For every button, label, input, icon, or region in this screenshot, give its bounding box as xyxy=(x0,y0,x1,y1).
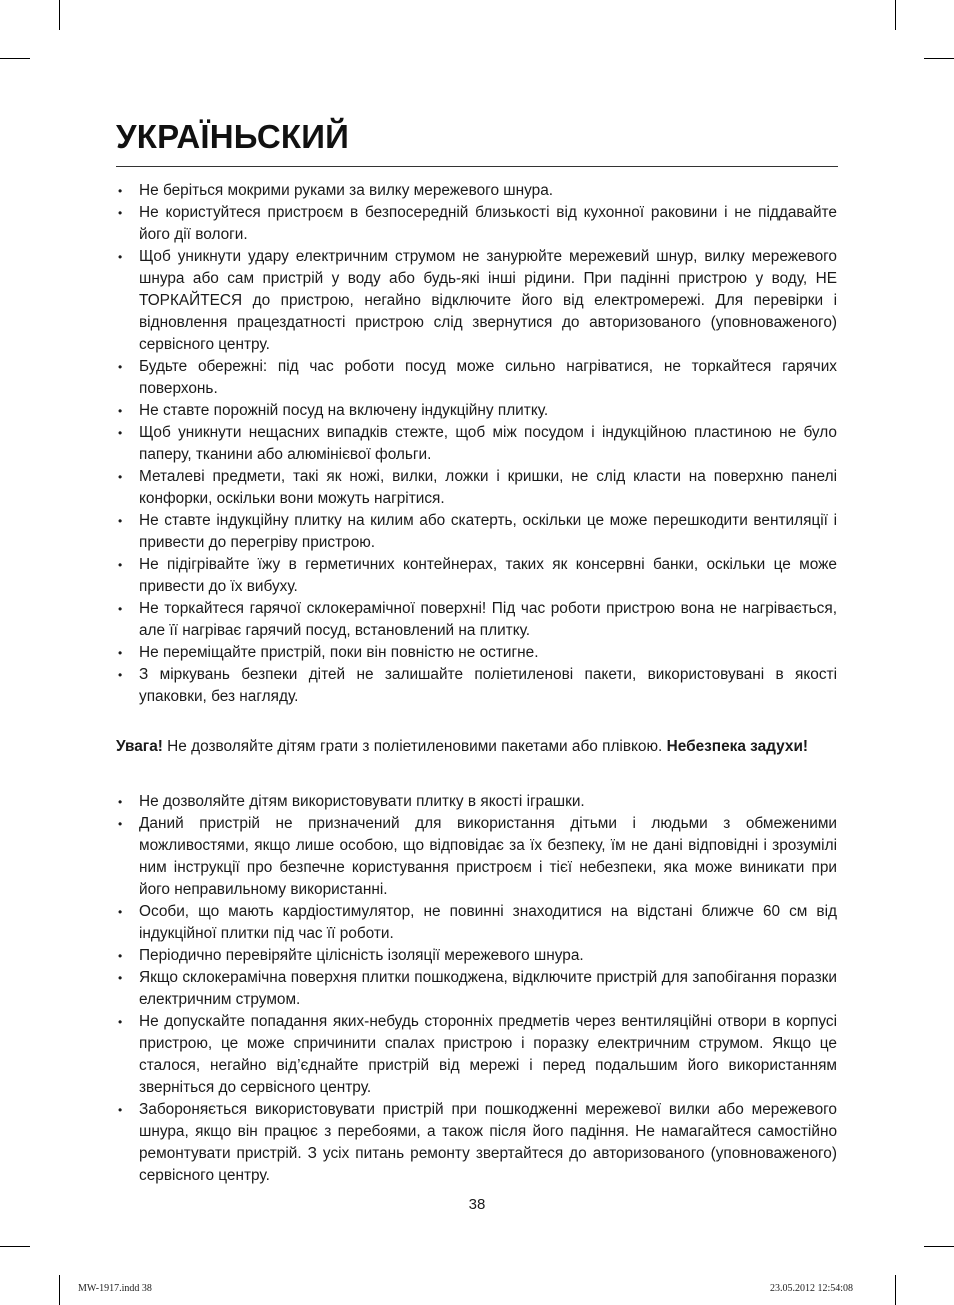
list-item-text: Не підігрівайте їжу в герметичних контейнерах, таких як консервні банки, оскільки це може привести до їх вибуху. xyxy=(139,556,837,595)
bullet-icon: • xyxy=(118,795,123,809)
page-content xyxy=(116,180,837,1187)
bullet-icon: • xyxy=(118,426,123,440)
bullet-icon: • xyxy=(118,1103,123,1117)
crop-mark xyxy=(0,58,30,59)
page-number: 38 xyxy=(468,1196,486,1213)
list-item-text: Не дозволяйте дітям використовувати плитку в якості іграшки. xyxy=(139,793,585,810)
list-item-text: Забороняється використовувати пристрій при пошкодженні мережевої вилки або мережевого шнура, якщо він працює з перебоями, а також після його падіння. Не намагайтеся самостійно ремонтувати пристрій. З усіх питань ремонту звертайтеся до авторизованого (уповноваженого) сервісного центру. xyxy=(139,1101,837,1184)
list-item xyxy=(116,813,837,901)
warning-emphasis: Небезпека задухи! xyxy=(666,738,809,755)
list-item xyxy=(116,1099,837,1187)
bullet-icon: • xyxy=(118,470,123,484)
bullet-icon: • xyxy=(118,1015,123,1029)
list-item xyxy=(116,945,837,967)
list-item xyxy=(116,642,837,664)
footer-file: MW-1917.indd 38 xyxy=(78,1283,152,1294)
list-item xyxy=(116,598,837,642)
bullet-icon: • xyxy=(118,404,123,418)
crop-mark xyxy=(924,58,954,59)
list-item xyxy=(116,246,837,356)
list-item-text: Не користуйтеся пристроєм в безпосередній близькості від кухонної раковини і не піддавайте його дії вологи. xyxy=(139,204,837,243)
crop-mark xyxy=(895,1275,896,1305)
bullet-icon: • xyxy=(118,250,123,264)
bullet-icon: • xyxy=(118,905,123,919)
warning-label: Увага! xyxy=(116,738,163,755)
bullet-icon: • xyxy=(118,949,123,963)
list-item xyxy=(116,202,837,246)
bullet-icon: • xyxy=(118,646,123,660)
bullet-icon: • xyxy=(118,558,123,572)
list-item-text: Періодично перевіряйте цілісність ізоляції мережевого шнура. xyxy=(139,947,584,964)
list-item-text: Не торкайтеся гарячої склокерамічної поверхні! Під час роботи пристрою вона не нагрівається, але її нагріває гарячий посуд, встановлений на плитку. xyxy=(139,600,837,639)
crop-mark xyxy=(0,1246,30,1247)
list-item xyxy=(116,422,837,466)
list-item xyxy=(116,791,837,813)
crop-mark xyxy=(895,0,896,30)
list-item xyxy=(116,901,837,945)
list-item xyxy=(116,180,837,202)
warning-text: Не дозволяйте дітям грати з поліетиленовими пакетами або плівкою. xyxy=(162,738,667,755)
list-item xyxy=(116,967,837,1011)
crop-mark xyxy=(59,1275,60,1305)
bullet-icon: • xyxy=(118,817,123,831)
list-item-text: Якщо склокерамічна поверхня плитки пошкоджена, відключите пристрій для запобігання поразки електричним струмом. xyxy=(139,969,837,1008)
list-item xyxy=(116,510,837,554)
bullet-icon: • xyxy=(118,184,123,198)
warning-paragraph xyxy=(116,736,837,758)
list-item xyxy=(116,664,837,708)
list-item xyxy=(116,554,837,598)
bullet-icon: • xyxy=(118,602,123,616)
footer-timestamp: 23.05.2012 12:54:08 xyxy=(770,1283,854,1294)
list-item-text: Не беріться мокрими руками за вилку мережевого шнура. xyxy=(139,182,554,199)
bullet-icon: • xyxy=(118,206,123,220)
bullet-icon: • xyxy=(118,668,123,682)
list-item-text: Металеві предмети, такі як ножі, вилки, ложки і кришки, не слід класти на поверхню панелі конфорки, оскільки вони можуть нагрітися. xyxy=(139,468,837,507)
list-item xyxy=(116,400,837,422)
list-item xyxy=(116,1011,837,1099)
list-item-text: Не допускайте попадання яких-небудь сторонніх предметів через вентиляційні отвори в корпусі пристрою, це може спричинити спалах пристрою і поразку електричним струмом. Якщо це сталося, негайно від’єднайте пристрій від мережі і перед подальшим його використанням зверніться до сервісного центру. xyxy=(139,1013,837,1096)
page-title: УКРАЇНЬСКИЙ xyxy=(116,118,350,155)
list-item-text: Не ставте порожній посуд на включену індукційну плитку. xyxy=(139,402,549,419)
bullet-icon: • xyxy=(118,360,123,374)
list-item xyxy=(116,466,837,510)
bullet-icon: • xyxy=(118,971,123,985)
list-item-text: Щоб уникнути удару електричним струмом не занурюйте мережевий шнур, вилку мережевого шнура або сам пристрій у воду або будь-які інші рідини. При падінні пристрою у воду, НЕ ТОРКАЙТЕСЯ до пристрою, негайно відключите його від електромережі. Для перевірки і відновлення працездатності пристрою слід звернутися до авторизованого (уповноваженого) сервісного центру. xyxy=(139,248,837,353)
list-item-text: Даний пристрій не призначений для використання дітьми і людьми з обмеженими можливостями, якщо лише особою, що відповідає за їх безпеку, їм не дані відповідні і зрозумілі ним інструкції про безпечне користування пристроєм і тієї небезпеки, яка може виникати при його неправильному використанні. xyxy=(139,815,837,898)
list-item-text: Щоб уникнути нещасних випадків стежте, щоб між посудом і індукційною пластиною не було паперу, тканини або алюмінієвої фольги. xyxy=(139,424,837,463)
list-item-text: Не ставте індукційну плитку на килим або скатерть, оскільки це може перешкодити вентиляції і привести до перегріву пристрою. xyxy=(139,512,837,551)
list-item-text: Особи, що мають кардіостимулятор, не повинні знаходитися на відстані ближче 60 см від індукційної плитки під час її роботи. xyxy=(139,903,837,942)
list-item-text: Будьте обережні: під час роботи посуд може сильно нагріватися, не торкайтеся гарячих поверхонь. xyxy=(139,358,837,397)
list-item-text: Не переміщайте пристрій, поки він повністю не остигне. xyxy=(139,644,539,661)
safety-list-a xyxy=(116,180,837,708)
list-item-text: З міркувань безпеки дітей не залишайте поліетиленові пакети, використовувані в якості упаковки, без нагляду. xyxy=(139,666,837,705)
list-item xyxy=(116,356,837,400)
title-rule xyxy=(116,166,838,167)
bullet-icon: • xyxy=(118,514,123,528)
crop-mark xyxy=(924,1246,954,1247)
safety-list-b xyxy=(116,791,837,1187)
crop-mark xyxy=(59,0,60,30)
